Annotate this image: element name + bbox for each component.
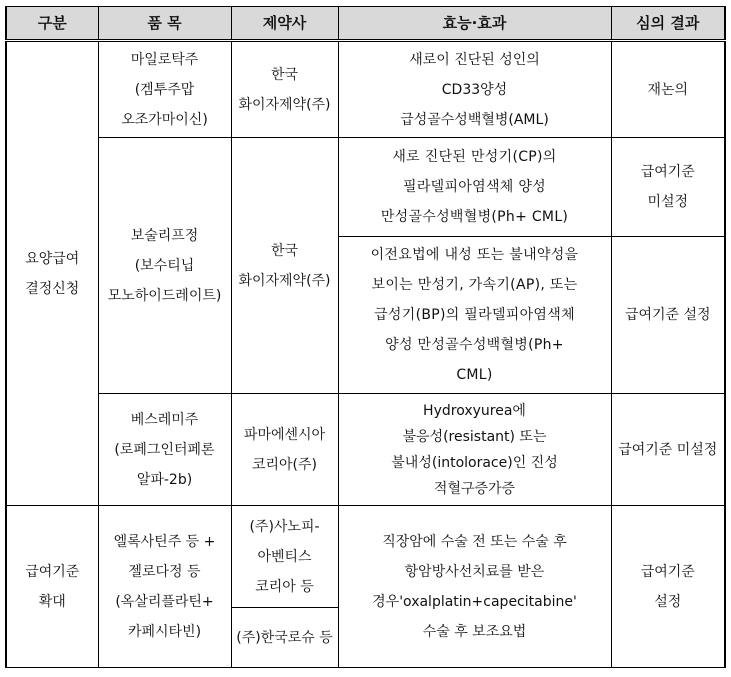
- header-result: 심의 결과: [611, 7, 725, 41]
- result-cell: 급여기준 설정: [611, 237, 725, 394]
- category-cell: 요양급여 결정신청: [6, 41, 98, 506]
- product-cell: 마일로탁주 (겜투주맙 오조가마이신): [98, 41, 231, 138]
- indication-cell: 새로이 진단된 성인의 CD33양성 급성골수성백혈병(AML): [338, 41, 611, 138]
- company-cell: (주)사노피- 아벤티스 코리아 등: [231, 506, 338, 608]
- table-row: [6, 138, 725, 237]
- table-row: [6, 41, 725, 138]
- header-indication: 효능·효과: [338, 7, 611, 41]
- product-cell: 보술리프정 (보수티닙 모노하이드레이트): [98, 138, 231, 394]
- indication-cell: Hydroxyurea에 불응성(resistant) 또는 불내성(intolorace)인 진성 적혈구증가증: [338, 394, 611, 506]
- product-cell: 엘록사틴주 등 + 젤로다정 등 (옥살리플라틴+ 카페시타빈): [98, 506, 231, 668]
- result-cell: 급여기준 설정: [611, 506, 725, 668]
- table-row: [6, 506, 725, 608]
- category-cell: 급여기준 확대: [6, 506, 98, 668]
- indication-cell: 새로 진단된 만성기(CP)의 필라델피아염색체 양성 만성골수성백혈병(Ph+ CML): [338, 138, 611, 237]
- company-cell: (주)한국로슈 등: [231, 608, 338, 668]
- review-results-table: [5, 6, 726, 668]
- header-company: 제약사: [231, 7, 338, 41]
- result-cell: 재논의: [611, 41, 725, 138]
- company-cell: 한국 화이자제약(주): [231, 41, 338, 138]
- header-product: 품 목: [98, 7, 231, 41]
- result-cell: 급여기준 미설정: [611, 394, 725, 506]
- product-cell: 베스레미주 (로페그인터페론 알파-2b): [98, 394, 231, 506]
- header-category: 구분: [6, 7, 98, 41]
- result-cell: 급여기준 미설정: [611, 138, 725, 237]
- company-cell: 한국 화이자제약(주): [231, 138, 338, 394]
- indication-cell: 직장암에 수술 전 또는 수술 후 항암방사선치료를 받은 경우'oxalplatin+capecitabine' 수술 후 보조요법: [338, 506, 611, 668]
- header-row: [6, 7, 725, 41]
- company-cell: 파마에센시아 코리아(주): [231, 394, 338, 506]
- table-row: [6, 394, 725, 506]
- indication-cell: 이전요법에 내성 또는 불내약성을 보이는 만성기, 가속기(AP), 또는 급성기(BP)의 필라델피아염색체 양성 만성골수성백혈병(Ph+ CML): [338, 237, 611, 394]
